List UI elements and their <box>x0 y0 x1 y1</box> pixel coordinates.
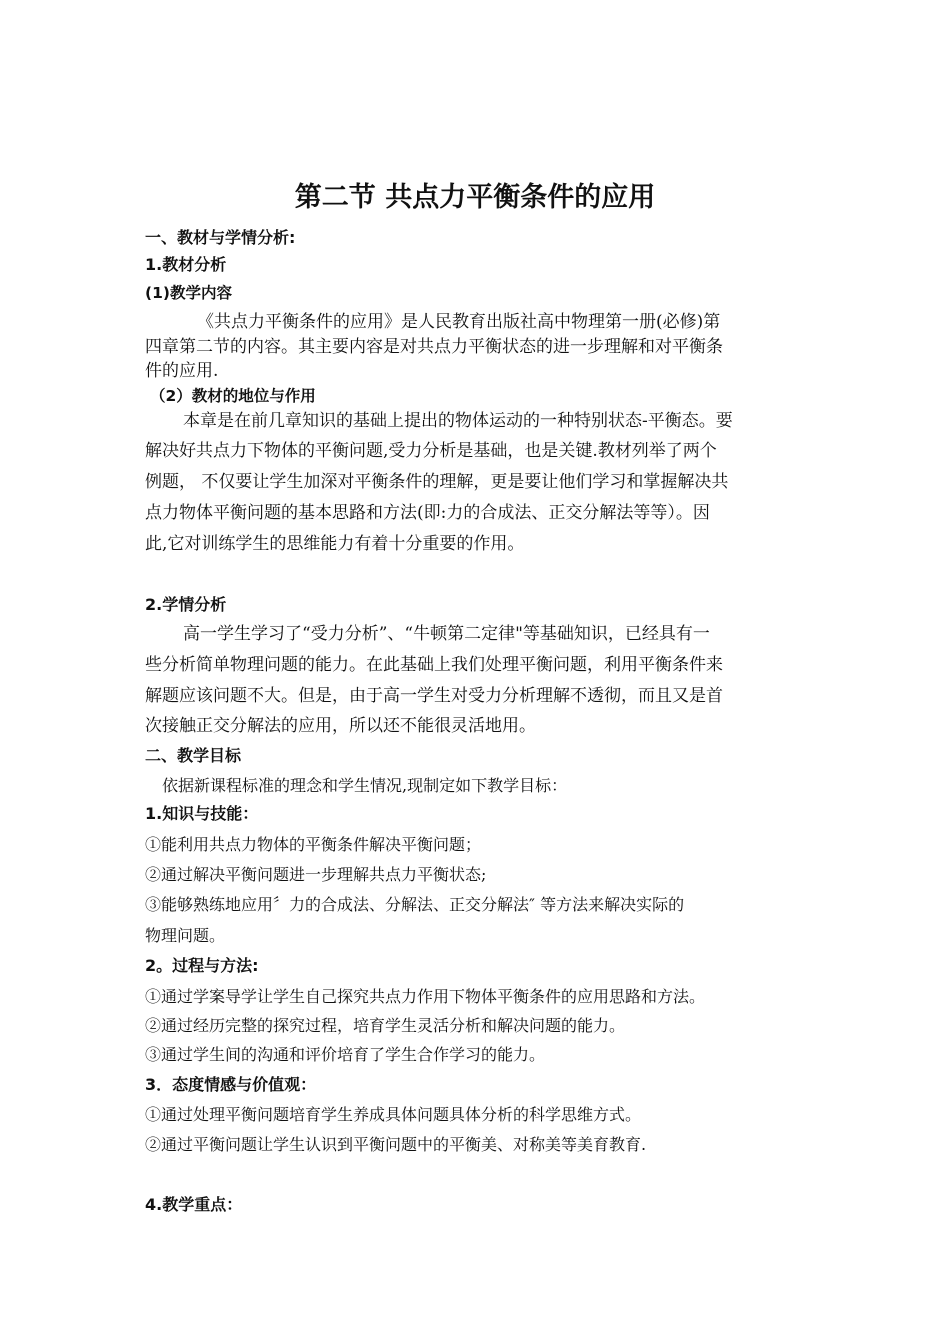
paragraph-line: 件的应用. <box>145 361 219 381</box>
subheading-attitude-values: 3．态度情感与价值观： <box>145 1075 317 1094</box>
section-heading-objectives: 二、教学目标 <box>145 746 242 765</box>
subheading-textbook-role: （2）教材的地位与作用 <box>150 387 316 405</box>
list-item: ②通过经历完整的探究过程，培育学生灵活分析和解决问题的能力。 <box>145 1016 626 1035</box>
paragraph-line: 些分析简单物理问题的能力。在此基础上我们处理平衡问题，利用平衡条件来 <box>145 655 723 675</box>
paragraph-line: 例题， 不仅要让学生加深对平衡条件的理解，更是要让他们学习和掌握解决共 <box>145 472 729 492</box>
list-item: ②通过平衡问题让学生认识到平衡问题中的平衡美、对称美等美育教育. <box>145 1135 647 1154</box>
subheading-teaching-content: (1)教学内容 <box>145 284 232 302</box>
subheading-teaching-focus: 4.教学重点： <box>145 1195 243 1214</box>
paragraph-line: 本章是在前几章知识的基础上提出的物体运动的一种特别状态-平衡态。要 <box>183 411 733 431</box>
list-item: 物理问题。 <box>145 926 226 945</box>
paragraph-line: 高一学生学习了“受力分析”、“牛顿第二定律"等基础知识，已经具有一 <box>183 624 710 644</box>
subheading-student-analysis: 2.学情分析 <box>145 595 227 614</box>
list-item: ③能够熟练地应用〞力的合成法、分解法、正交分解法″ 等方法来解决实际的 <box>145 895 685 914</box>
paragraph-line: 四章第二节的内容。其主要内容是对共点力平衡状态的进一步理解和对平衡条 <box>145 337 723 357</box>
subheading-process-methods: 2。过程与方法: <box>145 956 259 975</box>
list-item: ①通过处理平衡问题培育学生养成具体问题具体分析的科学思维方式。 <box>145 1105 642 1124</box>
paragraph-line: 解题应该问题不大。但是，由于高一学生对受力分析理解不透彻，而且又是首 <box>145 686 723 706</box>
paragraph-line: 次接触正交分解法的应用，所以还不能很灵活地用。 <box>145 716 536 736</box>
section-heading-analysis: 一、教材与学情分析: <box>145 228 296 247</box>
paragraph-line: 此,它对训练学生的思维能力有着十分重要的作用。 <box>145 534 525 554</box>
paragraph-line: 《共点力平衡条件的应用》是人民教育出版社高中物理第一册(必修)第 <box>197 312 721 332</box>
page-title: 第二节 共点力平衡条件的应用 <box>294 182 656 213</box>
list-item: ③通过学生间的沟通和评价培育了学生合作学习的能力。 <box>145 1045 546 1064</box>
paragraph-line: 点力物体平衡问题的基本思路和方法(即:力的合成法、正交分解法等等）。因 <box>145 503 710 523</box>
subheading-knowledge-skills: 1.知识与技能： <box>145 804 259 823</box>
subheading-textbook-analysis: 1.教材分析 <box>145 255 227 274</box>
list-item: ①通过学案导学让学生自己探究共点力作用下物体平衡条件的应用思路和方法。 <box>145 987 706 1006</box>
list-item: ②通过解决平衡问题进一步理解共点力平衡状态; <box>145 865 487 884</box>
paragraph-line: 依据新课程标准的理念和学生情况,现制定如下教学目标： <box>162 776 568 795</box>
paragraph-line: 解决好共点力下物体的平衡问题,受力分析是基础，也是关键.教材列举了两个 <box>145 441 717 461</box>
list-item: ①能利用共点力物体的平衡条件解决平衡问题； <box>145 835 482 854</box>
